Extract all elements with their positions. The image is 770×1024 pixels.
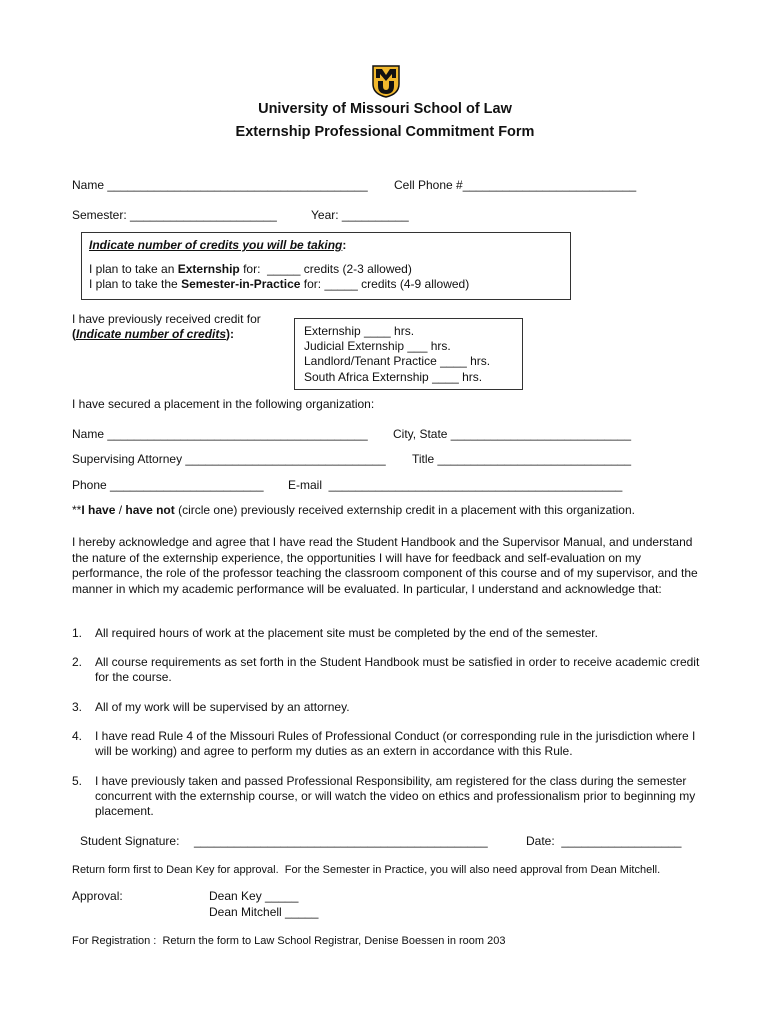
cell-phone-field[interactable]: Cell Phone #__________________________ xyxy=(394,178,637,192)
approval-label: Approval: xyxy=(72,889,123,903)
form-title-line1: University of Missouri School of Law xyxy=(258,101,512,117)
list-number: 1. xyxy=(72,626,83,640)
attorney-title-field[interactable]: Title _____________________________ xyxy=(412,452,632,466)
list-number: 4. xyxy=(72,729,83,743)
email-field[interactable]: E-mail ____________________________________________ xyxy=(288,478,623,492)
list-item: All required hours of work at the placement site must be completed by the end of the semester. xyxy=(95,626,598,640)
list-item: I have read Rule 4 of the Missouri Rules of Professional Conduct (or corresponding rule in the jurisdiction where I will be working) and agree to perform my duties as an extern in accordance with this Rule. xyxy=(95,729,696,758)
acknowledgement-paragraph: I hereby acknowledge and agree that I have read the Student Handbook and the Supervisor Manual, and understand the nature of the externship experience, the opportunities I will have for feedback and self-evaluation on my performance, the role of the professor teaching the classroom component of this course and of my supervisor, and the manner in which my academic performance will be evaluated. In particular, I understand and acknowledge that: xyxy=(72,535,698,596)
mu-logo-icon xyxy=(371,64,401,98)
landlord-tenant-hours-field[interactable]: Landlord/Tenant Practice ____ hrs. xyxy=(304,354,491,368)
judicial-externship-hours-field[interactable]: Judicial Externship ___ hrs. xyxy=(304,339,451,353)
phone-field[interactable]: Phone _______________________ xyxy=(72,478,264,492)
previous-credit-label: I have previously received credit for xyxy=(72,312,261,326)
list-number: 5. xyxy=(72,774,83,788)
list-item: I have previously taken and passed Professional Responsibility, am registered for the class during the semester concurrent with the externship course, or will watch the video on ethics and professionalism prior to beginning my placement. xyxy=(95,774,696,818)
list-item: All course requirements as set forth in the Student Handbook must be satisfied in order to receive academic credit for the course. xyxy=(95,655,700,684)
externship-hours-field[interactable]: Externship ____ hrs. xyxy=(304,324,415,338)
signature-date-field[interactable]: Date: __________________ xyxy=(526,834,682,848)
student-signature-field[interactable]: ____________________________________________ xyxy=(194,834,488,848)
list-item: All of my work will be supervised by an attorney. xyxy=(95,700,350,714)
previous-credit-sublabel: (Indicate number of credits): xyxy=(72,327,235,341)
year-field[interactable]: Year: __________ xyxy=(311,208,409,222)
list-number: 2. xyxy=(72,655,83,669)
dean-key-approval-field[interactable]: Dean Key _____ xyxy=(209,889,299,903)
circle-one-line[interactable]: **I have / have not (circle one) previously received externship credit in a placement with this organization. xyxy=(72,503,635,517)
city-state-field[interactable]: City, State ___________________________ xyxy=(393,427,631,441)
externship-credits-line[interactable]: I plan to take an Externship for: _____ credits (2-3 allowed) xyxy=(89,262,412,276)
placement-intro: I have secured a placement in the following organization: xyxy=(72,397,375,411)
supervising-attorney-field[interactable]: Supervising Attorney ______________________________ xyxy=(72,452,386,466)
return-note: Return form first to Dean Key for approval. For the Semester in Practice, you will also need approval from Dean Mitchell. xyxy=(72,864,661,876)
semester-in-practice-credits-line[interactable]: I plan to take the Semester-in-Practice for: _____ credits (4-9 allowed) xyxy=(89,277,470,291)
student-signature-label: Student Signature: xyxy=(80,834,180,848)
semester-field[interactable]: Semester: ______________________ xyxy=(72,208,277,222)
dean-mitchell-approval-field[interactable]: Dean Mitchell _____ xyxy=(209,905,319,919)
credits-heading: Indicate number of credits you will be taking: xyxy=(89,238,347,252)
south-africa-hours-field[interactable]: South Africa Externship ____ hrs. xyxy=(304,370,483,384)
form-title-line2: Externship Professional Commitment Form xyxy=(235,124,535,140)
student-name-field[interactable]: Name _______________________________________ xyxy=(72,178,368,192)
registration-note: For Registration : Return the form to Law School Registrar, Denise Boessen in room 203 xyxy=(72,935,506,947)
organization-name-field[interactable]: Name _______________________________________ xyxy=(72,427,368,441)
list-number: 3. xyxy=(72,700,83,714)
